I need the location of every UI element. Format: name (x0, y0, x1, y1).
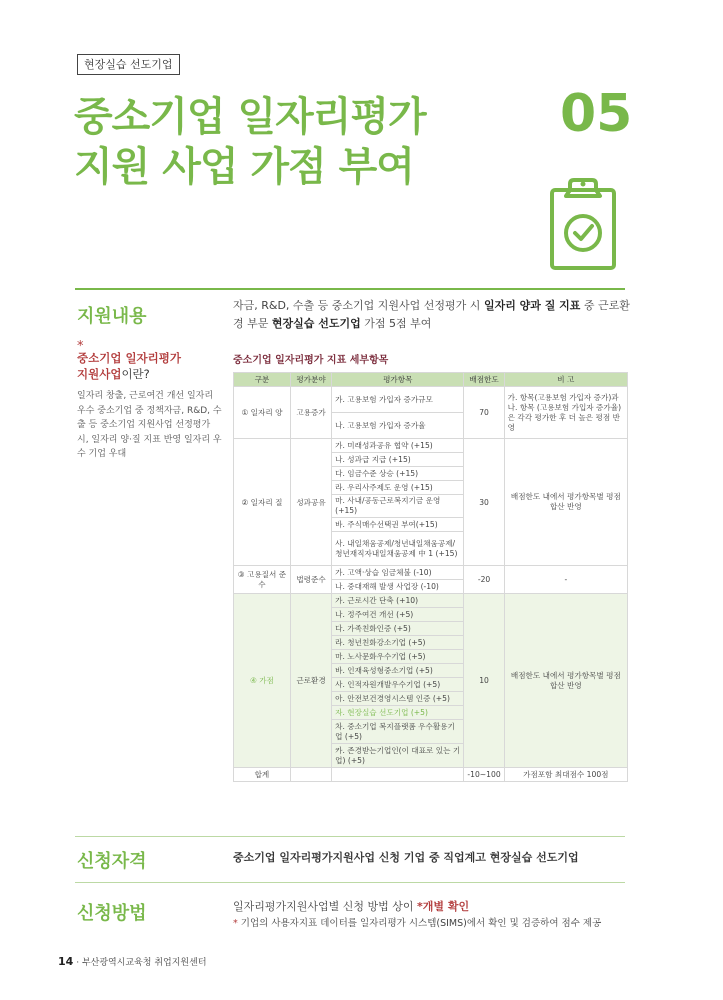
table-row (234, 387, 628, 413)
method-note: * 기업의 사용자지표 데이터를 일자리평가 시스템(SIMS)에서 확인 및 검증하여 점수 제공 (233, 918, 602, 929)
title-line-2: 지원 사업 가점 부여 (74, 144, 414, 190)
item: 바. 주식매수선택권 부여(+15) (332, 518, 464, 532)
item: 나. 고용보험 가입자 증가율 (332, 413, 464, 439)
group-note: 가. 항목(고용보험 가입자 증가)과 나. 항목 (고용보험 가입자 증가율)은 각각 평가한 후 더 높은 평점 반영 (504, 387, 627, 439)
item: 라. 우리사주제도 운영 (+15) (332, 481, 464, 495)
total-note: 가점포함 최대점수 100점 (504, 768, 627, 782)
item: 마. 노사문화우수기업 (+5) (332, 650, 464, 664)
header-field: 평가분야 (290, 373, 331, 387)
item: 사. 인적자원개발우수기업 (+5) (332, 678, 464, 692)
section-heading-eligibility: 신청자격 (77, 851, 147, 872)
table-title: 중소기업 일자리평가 지표 세부항목 (233, 355, 389, 366)
item: 나. 중대재해 발생 사업장 (-10) (332, 580, 464, 594)
eligibility-text: 중소기업 일자리평가지원사업 신청 기업 중 직업계고 현장실습 선도기업 (233, 851, 579, 864)
item: 가. 미래성과공유 협약 (+15) (332, 439, 464, 453)
group-label: ① 일자리 양 (234, 387, 291, 439)
item: 다. 임금수준 상승 (+15) (332, 467, 464, 481)
group-field: 근로환경 (290, 594, 331, 768)
group-score: -20 (464, 566, 504, 594)
header-item: 평가항목 (332, 373, 464, 387)
side-description: 일자리 창출, 근로여건 개선 일자리 우수 중소기업 중 정책자금, R&D, 수출 등 중소기업 지원사업 선정평가 시, 일자리 양·질 지표 반영 일자리 우수 기업 우대 (77, 391, 222, 459)
group-field: 고용증가 (290, 387, 331, 439)
category-tag: 현장실습 선도기업 (77, 54, 180, 75)
item: 나. 성과급 지급 (+15) (332, 453, 464, 467)
item: 나. 정주여건 개선 (+5) (332, 608, 464, 622)
asterisk: * (77, 339, 84, 354)
item: 아. 안전보건경영시스템 인증 (+5) (332, 692, 464, 706)
group-label: ④ 가점 (234, 594, 291, 768)
item: 차. 중소기업 복지플랫폼 우수활용기업 (+5) (332, 720, 464, 744)
section-divider (75, 882, 625, 883)
item: 가. 고액·상습 임금체불 (-10) (332, 566, 464, 580)
item: 카. 존경받는기업인(이 대표로 있는 기업) (+5) (332, 744, 464, 768)
group-note: - (504, 566, 627, 594)
page-footer (58, 955, 207, 968)
page-title (74, 92, 426, 192)
table-row (234, 566, 628, 580)
header-score: 배점한도 (464, 373, 504, 387)
item: 사. 내일채움공제/청년내일채움공제/청년재직자내일채움공제 中 1 (+15) (332, 532, 464, 566)
side-title: 중소기업 일자리평가 지원사업이란? (77, 351, 181, 381)
group-label: ② 일자리 질 (234, 439, 291, 566)
support-intro: 자금, R&D, 수출 등 중소기업 지원사업 선정평가 시 일자리 양과 질 지표 중 근로환경 부문 현장실습 선도기업 가점 5점 부여 (233, 299, 630, 330)
footer-org: 부산광역시교육청 취업지원센터 (81, 958, 207, 968)
total-label: 합계 (234, 768, 291, 782)
table-header-row (234, 373, 628, 387)
section-divider (75, 288, 625, 290)
header-category: 구분 (234, 373, 291, 387)
method-text: 일자리평가지원사업별 신청 방법 상이 *개별 확인 (233, 900, 470, 913)
title-line-1: 중소기업 일자리평가 (74, 94, 426, 140)
item: 마. 사내/공동근로복지기금 운영 (+15) (332, 495, 464, 518)
group-note: 배점한도 내에서 평가항목별 평점 합산 반영 (504, 439, 627, 566)
item: 바. 인재육성형중소기업 (+5) (332, 664, 464, 678)
group-field: 법령준수 (290, 566, 331, 594)
group-score: 70 (464, 387, 504, 439)
item-highlighted: 자. 현장실습 선도기업 (+5) (332, 706, 464, 720)
table-total-row (234, 768, 628, 782)
group-score: 10 (464, 594, 504, 768)
total-score: -10~100 (464, 768, 504, 782)
group-score: 30 (464, 439, 504, 566)
item: 다. 가족친화인증 (+5) (332, 622, 464, 636)
page-number: 14 (58, 955, 74, 968)
evaluation-table (233, 372, 628, 782)
item: 가. 고용보험 가입자 증가규모 (332, 387, 464, 413)
group-field: 성과공유 (290, 439, 331, 566)
section-divider (75, 836, 625, 837)
item: 라. 청년친화강소기업 (+5) (332, 636, 464, 650)
header-note: 비 고 (504, 373, 627, 387)
table-row (234, 594, 628, 608)
clipboard-check-icon (548, 176, 618, 271)
item: 가. 근로시간 단축 (+10) (332, 594, 464, 608)
table-row (234, 439, 628, 453)
section-heading-support: 지원내용 (77, 306, 147, 327)
section-heading-method: 신청방법 (77, 903, 147, 924)
footer-dot: · (76, 958, 80, 968)
chapter-number: 05 (560, 84, 633, 144)
group-note: 배점한도 내에서 평가항목별 평점 합산 반영 (504, 594, 627, 768)
group-label: ③ 고용질서 준수 (234, 566, 291, 594)
